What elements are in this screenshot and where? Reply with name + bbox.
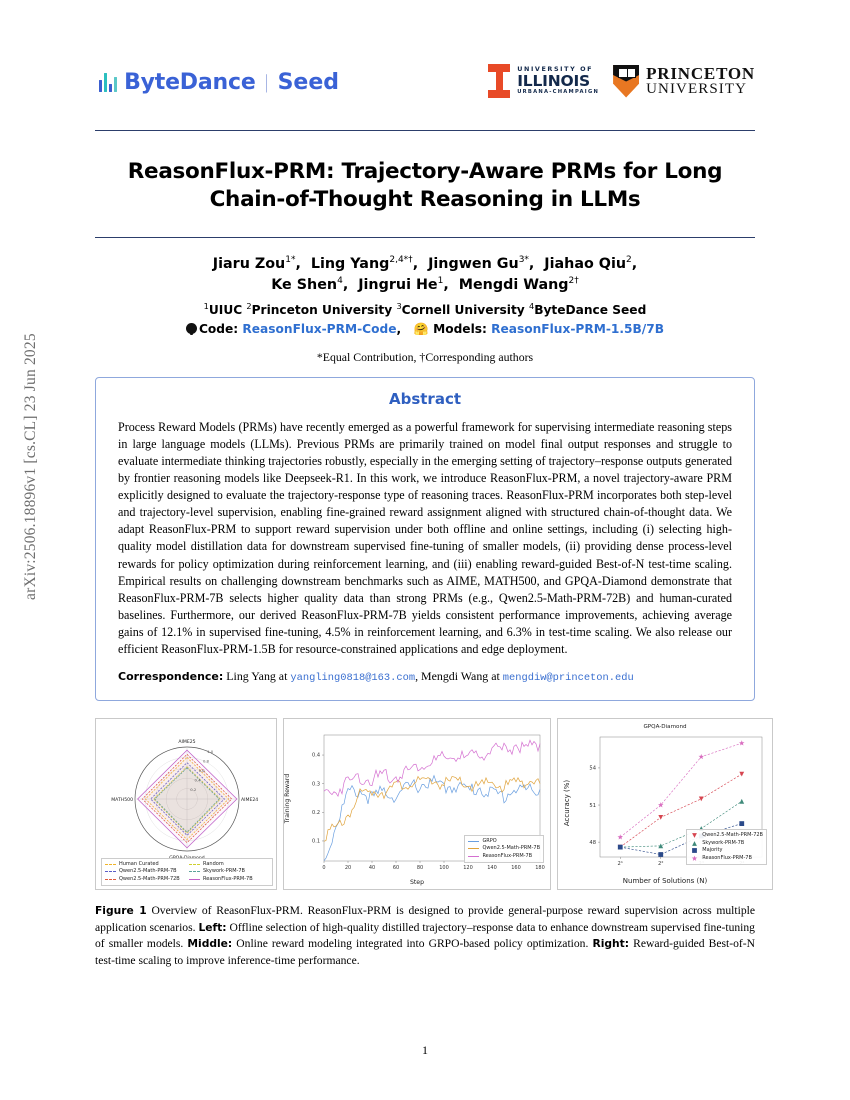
legend-item (105, 868, 185, 876)
author-line-2: Ke Shen$^4$, Jingrui He$^1$, Mengdi Wang$^{2\dagger}$ (271, 276, 579, 294)
models-label: Models: (433, 321, 487, 336)
illinois-campus: URBANA-CHAMPAIGN (517, 89, 600, 96)
affiliations: $^1$UIUC $^2$Princeton University $^3$Cornell University $^4$ByteDance Seed (203, 300, 647, 317)
abstract-box (95, 377, 755, 702)
title-divider (95, 237, 755, 238)
svg-text:100: 100 (439, 865, 449, 872)
bytedance-wordmark: ByteDance (124, 70, 256, 95)
svg-text:0: 0 (322, 865, 326, 872)
abstract-body: Process Reward Models (PRMs) have recently emerged as a powerful framework for supervising intermediate reasoning steps in large language models (LLMs). Previous PRMs are primarily trained on model final output responses and struggle to evaluate intermediate thinking trajectories robustly, especially in the emerging setting of trajectory–response outputs generated by frontier reasoning models like Deepseek-R1. In this work, we introduce ReasonFlux-PRM, a novel trajectory-aware PRM explicitly designed to evaluate the trajectory-response type of reasoning traces. ReasonFlux-PRM incorporates both step-level and trajectory-level supervision, enabling fine-grained reward assignment aligned with structured chain-of-thought data. We adapt ReasonFlux-PRM to support reward supervision under both offline and online settings, including (i) selecting high-quality model distillation data for downstream supervised fine-tuning of smaller models, (ii) providing dense process-level rewards for policy optimization during reinforcement learning, and (iii) enabling reward-guided Best-of-N test-time scaling. Empirical results on challenging downstream benchmarks such as AIME, MATH500, and GPQA-Diamond demonstrate that ReasonFlux-PRM-7B selects higher quality data than strong PRMs (e.g., Qwen2.5-Math-PRM-72B) and human-curated baselines. Furthermore, our derived ReasonFlux-PRM-7B yields consistent performance improvements, achieving average gains of 12.1% in supervised fine-tuning, 4.5% in reinforcement learning, and 6.3% in test-time scaling. We also release our efficient ReasonFlux-PRM-1.5B for resource-constrained applications and edge deployment. (118, 419, 732, 657)
svg-text:0.2: 0.2 (312, 810, 320, 817)
svg-text:1.0: 1.0 (207, 749, 214, 755)
illinois-university-of: UNIVERSITY OF (517, 65, 594, 74)
abstract-heading: Abstract (388, 389, 462, 408)
svg-text:0.4: 0.4 (312, 752, 320, 759)
legend-item (189, 861, 269, 869)
logo-row (95, 62, 755, 120)
github-icon (186, 323, 197, 334)
svg-text:0.1: 0.1 (312, 838, 320, 845)
author-list (95, 254, 755, 297)
models-link[interactable]: ReasonFlux-PRM-1.5B/7B (491, 321, 665, 336)
legend-item (690, 832, 763, 840)
legend-marker (690, 855, 699, 862)
legend-label: Human Curated (119, 860, 159, 867)
legend-item (189, 868, 269, 876)
correspondence-label: Correspondence: (118, 670, 224, 684)
princeton-university-word: UNIVERSITY (646, 81, 748, 98)
svg-text:40: 40 (368, 865, 376, 872)
illinois-logo (488, 64, 599, 98)
legend-swatch (189, 871, 200, 872)
figure-label: Figure 1 (95, 904, 147, 918)
legend-label: Majority (702, 847, 723, 854)
svg-text:MATH500: MATH500 (111, 798, 133, 804)
header-divider (95, 130, 755, 131)
svg-text:0.8: 0.8 (202, 758, 209, 764)
svg-text:60: 60 (392, 865, 400, 872)
gpqa-yaxis-label: Accuracy (%) (563, 780, 572, 827)
figure-caption (95, 903, 755, 969)
svg-text:160: 160 (511, 865, 521, 872)
seed-wordmark: Seed (277, 70, 339, 95)
contribution-footnote: *Equal Contribution, †Corresponding authors (316, 349, 534, 364)
gpqa-xaxis-label: Number of Solutions (N) (622, 877, 708, 886)
mid-yaxis-label: Training Reward (284, 774, 292, 824)
correspondence-email-1[interactable]: yangling0818@163.com (290, 672, 416, 685)
legend-swatch (468, 848, 479, 849)
correspondence-email-2[interactable]: mengdiw@princeton.edu (502, 672, 634, 685)
illinois-block-i-icon (488, 64, 510, 98)
caption-right-label: Right: (592, 937, 630, 951)
svg-text:AIME25: AIME25 (178, 740, 196, 746)
gpqa-legend (686, 829, 767, 865)
legend-label: Qwen2.5-Math-PRM-72B (119, 875, 180, 882)
svg-text:20: 20 (344, 865, 352, 872)
legend-item (690, 840, 763, 848)
caption-intro: Overview of ReasonFlux-PRM. ReasonFlux-PRM is designed to provide general-purpose reward supervision across multiple application scenarios. (95, 904, 755, 934)
legend-label: Qwen2.5-Math-PRM-7B (482, 845, 540, 852)
legend-label: Qwen2.5-Math-PRM-7B (119, 868, 177, 875)
legend-item (690, 855, 763, 863)
legend-marker (690, 840, 699, 847)
legend-swatch (468, 856, 479, 857)
svg-text:0.4: 0.4 (194, 777, 201, 783)
caption-right-text: Reward-guided Best-of-N test-time scaling to improve inference-time performance. (95, 937, 756, 967)
bytedance-seed-logo (99, 70, 339, 95)
legend-label: GRPO (482, 837, 497, 844)
hugging-face-icon: 🤗 (413, 321, 429, 336)
svg-text:180: 180 (535, 865, 545, 872)
legend-item (468, 853, 540, 861)
gpqa-chart-panel (557, 718, 773, 890)
princeton-wordmark: PRINCETON (646, 63, 755, 83)
resource-links (95, 322, 755, 336)
svg-text:0.2: 0.2 (190, 787, 197, 793)
legend-label: ReasonFlux-PRM-7B (203, 875, 253, 882)
svg-text:51: 51 (589, 803, 596, 810)
legend-marker (690, 847, 699, 854)
page-number: 1 (422, 1043, 428, 1057)
svg-text:120: 120 (463, 865, 473, 872)
svg-text:AIME24: AIME24 (241, 798, 259, 804)
legend-swatch (189, 879, 200, 880)
legend-item (468, 838, 540, 846)
legend-label: Skywork-PRM-7B (203, 868, 245, 875)
radar-chart-panel (95, 718, 277, 890)
mid-legend (464, 835, 544, 864)
gpqa-chart-svg (558, 719, 774, 891)
svg-text:54: 54 (589, 765, 596, 772)
princeton-shield-icon (613, 65, 639, 98)
correspondence-text-1: Ling Yang at (226, 669, 288, 684)
legend-swatch (468, 841, 479, 842)
training-reward-svg (284, 719, 552, 891)
legend-label: ReasonFlux-PRM-7B (702, 854, 752, 861)
correspondence-text-2: , Mengdi Wang at (415, 669, 500, 684)
legend-item (468, 845, 540, 853)
gpqa-chart-title: GPQA-Diamond (643, 724, 687, 731)
svg-text:2¹: 2¹ (617, 861, 623, 868)
links-comma: , (396, 321, 402, 336)
training-reward-chart-panel (283, 718, 551, 890)
caption-left-label: Left: (198, 920, 227, 934)
svg-text:2²: 2² (658, 861, 664, 868)
correspondence-line (118, 669, 732, 684)
legend-item (105, 876, 185, 884)
legend-label: Skywork-PRM-7B (702, 839, 745, 846)
legend-item (690, 847, 763, 855)
legend-swatch (189, 864, 200, 865)
illinois-wordmark: ILLINOIS (517, 71, 590, 90)
princeton-logo (613, 65, 755, 98)
legend-swatch (105, 871, 116, 872)
caption-middle-label: Middle: (187, 937, 233, 951)
mid-xaxis-label: Step (409, 879, 425, 887)
university-logos (488, 64, 755, 98)
bytedance-bars-icon (99, 73, 117, 92)
svg-text:48: 48 (589, 840, 596, 847)
svg-text:0.3: 0.3 (312, 781, 320, 788)
figure-1-row (95, 718, 763, 890)
paper-page (95, 0, 763, 1100)
caption-middle-text: Online reward modeling integrated into GRPO-based policy optimization. (236, 937, 589, 951)
author-line-1: Jiaru Zou$^{1*}$, Ling Yang$^{2,4*\dagger}$, Jingwen $Gu^{3*}$, Jiahao Qiu$^2$, (212, 254, 638, 272)
radar-legend (101, 858, 273, 887)
legend-marker (690, 832, 699, 839)
svg-text:0.6: 0.6 (198, 768, 205, 774)
legend-label: Random (203, 860, 224, 867)
svg-text:140: 140 (487, 865, 497, 872)
legend-swatch (105, 879, 116, 880)
code-label: Code: (198, 321, 239, 336)
legend-label: ReasonFlux-PRM-7B (482, 852, 533, 859)
page-title: ReasonFlux-PRM: Trajectory-Aware PRMs for Long Chain-of-Thought Reasoning in LLMs (127, 159, 723, 213)
legend-item (189, 876, 269, 884)
legend-label: Qwen2.5-Math-PRM-72B (702, 832, 763, 839)
caption-left-text: Offline selection of high-quality distilled trajectory–response data to enhance downstream supervised fine-tuning of smaller models. (95, 920, 755, 951)
legend-swatch (105, 864, 116, 865)
logo-separator: | (264, 71, 269, 93)
code-link[interactable]: ReasonFlux-PRM-Code (242, 321, 397, 336)
legend-item (105, 861, 185, 869)
svg-text:80: 80 (416, 865, 424, 872)
arxiv-stamp: arXiv:2506.18896v1 [cs.CL] 23 Jun 2025 (22, 333, 39, 600)
